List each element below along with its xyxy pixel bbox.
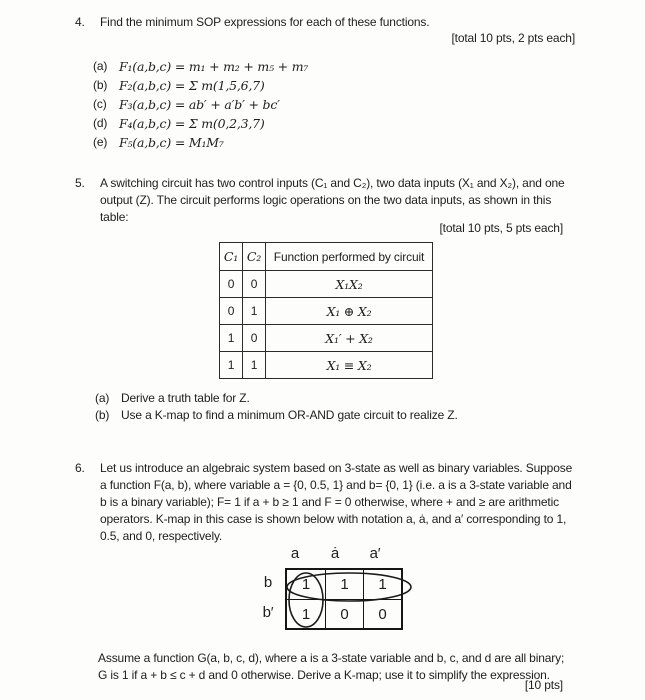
formula: F₂(a,b,c) = Σ m(1,5,6,7) (119, 78, 265, 93)
col-header-c2: C₂ (243, 243, 266, 271)
kmap-figure (250, 544, 425, 642)
question-text-line: table: (100, 210, 129, 224)
sub-item-b (95, 407, 458, 424)
question-text-line: A switching circuit has two control inputs (C₁ and C₂), two data inputs (X₁ and X₂), and one (100, 176, 565, 190)
circuit-function-table (219, 242, 433, 379)
question-text-line: 0.5, and 0, respectively. (100, 529, 223, 543)
question-text: Find the minimum SOP expressions for each of these functions. (100, 15, 430, 29)
question-number: 4. (75, 15, 85, 29)
sub-item-e (93, 133, 308, 152)
cell-c1: 1 (220, 325, 243, 352)
kmap-col-header-a-half: ȧ (330, 545, 340, 562)
cell-function: X₁ ⊕ X₂ (266, 298, 433, 325)
col-header-function: Function performed by circuit (266, 243, 433, 271)
points-label: [total 10 pts, 5 pts each] (439, 221, 563, 235)
kmap-cell: 1 (301, 576, 311, 593)
formula: F₄(a,b,c) = Σ m(0,2,3,7) (119, 116, 265, 131)
formula: F₅(a,b,c) = M₁M₇ (119, 135, 224, 150)
question-text-line: operators. K-map in this case is shown below with notation a, ȧ, and a′ corresponding to 1, (100, 512, 567, 526)
question-number: 5. (75, 176, 85, 190)
cell-function: X₁X₂ (266, 271, 433, 298)
sub-item-b (93, 76, 308, 95)
kmap-col-header-a-prime: a′ (369, 545, 381, 562)
question-text-line: output (Z). The circuit performs logic operations on the two data inputs, as shown in this (100, 193, 552, 207)
sub-item-label: (b) (95, 408, 110, 422)
closing-text-line: Assume a function G(a, b, c, d), where a is a 3-state variable and b, c, and d are all binary; (98, 651, 565, 665)
kmap-cell: 1 (325, 570, 363, 599)
formula: F₁(a,b,c) = m₁ + m₂ + m₅ + m₇ (119, 59, 309, 74)
question-text-line: b is a binary variable); F= 1 if a + b ≥ 1 and F = 0 otherwise, where + and ≥ are arithmetic (100, 495, 559, 509)
sub-item-a (95, 390, 458, 407)
formula: F₃(a,b,c) = ab′ + a′b′ + bc′ (119, 97, 280, 112)
sub-item-d (93, 114, 308, 133)
points-label: [total 10 pts, 2 pts each] (451, 31, 575, 45)
kmap-row-header-b-prime: b′ (262, 604, 274, 621)
question-text-line: a function F(a, b), where variable a = {0, 0.5, 1} and b= {0, 1} (i.e. a is a 3-state variable and (100, 478, 572, 492)
cell-c1: 1 (220, 352, 243, 379)
table-row (220, 298, 433, 325)
cell-c1: 0 (220, 298, 243, 325)
sub-item-text: Derive a truth table for Z. (121, 391, 250, 405)
cell-c1: 0 (220, 271, 243, 298)
sub-item-label: (d) (93, 116, 108, 130)
kmap-cell: 1 (287, 599, 325, 628)
kmap-cell: 0 (363, 599, 401, 628)
sub-item-label: (a) (95, 391, 110, 405)
cell-c2: 0 (243, 271, 266, 298)
cell-function: X₁ ≡ X₂ (266, 352, 433, 379)
table-row (220, 325, 433, 352)
closing-text-line: G is 1 if a + b ≤ c + d and 0 otherwise. Derive a K-map; use it to simplify the expression. (98, 668, 550, 682)
kmap-col-header-a: a (290, 545, 300, 562)
sub-item-text: Use a K-map to find a minimum OR-AND gate circuit to realize Z. (121, 408, 458, 422)
cell-c2: 0 (243, 325, 266, 352)
sub-item-label: (c) (93, 97, 107, 111)
cell-c2: 1 (243, 298, 266, 325)
kmap-oval-col-a (289, 573, 323, 627)
kmap-grouping-ovals (250, 544, 425, 642)
question-text-line: Let us introduce an algebraic system based on 3-state as well as binary variables. Suppose (100, 461, 573, 475)
kmap-oval-row-b (287, 573, 411, 601)
table-row (220, 271, 433, 298)
sub-item-c (93, 95, 308, 114)
col-header-c1: C₁ (220, 243, 243, 271)
sub-item-label: (b) (93, 78, 108, 92)
points-label: [10 pts] (524, 678, 563, 692)
sub-item-label: (a) (93, 59, 108, 73)
table-row (220, 352, 433, 379)
table-header-row (220, 243, 433, 271)
kmap-cell: 1 (363, 570, 401, 599)
cell-c2: 1 (243, 352, 266, 379)
kmap-cell: 0 (325, 599, 363, 628)
kmap-row-header-b: b (263, 574, 273, 591)
cell-function: X₁′ + X₂ (266, 325, 433, 352)
question-number: 6. (75, 461, 85, 475)
sub-item-label: (e) (93, 135, 108, 149)
sub-item-a (93, 57, 308, 76)
